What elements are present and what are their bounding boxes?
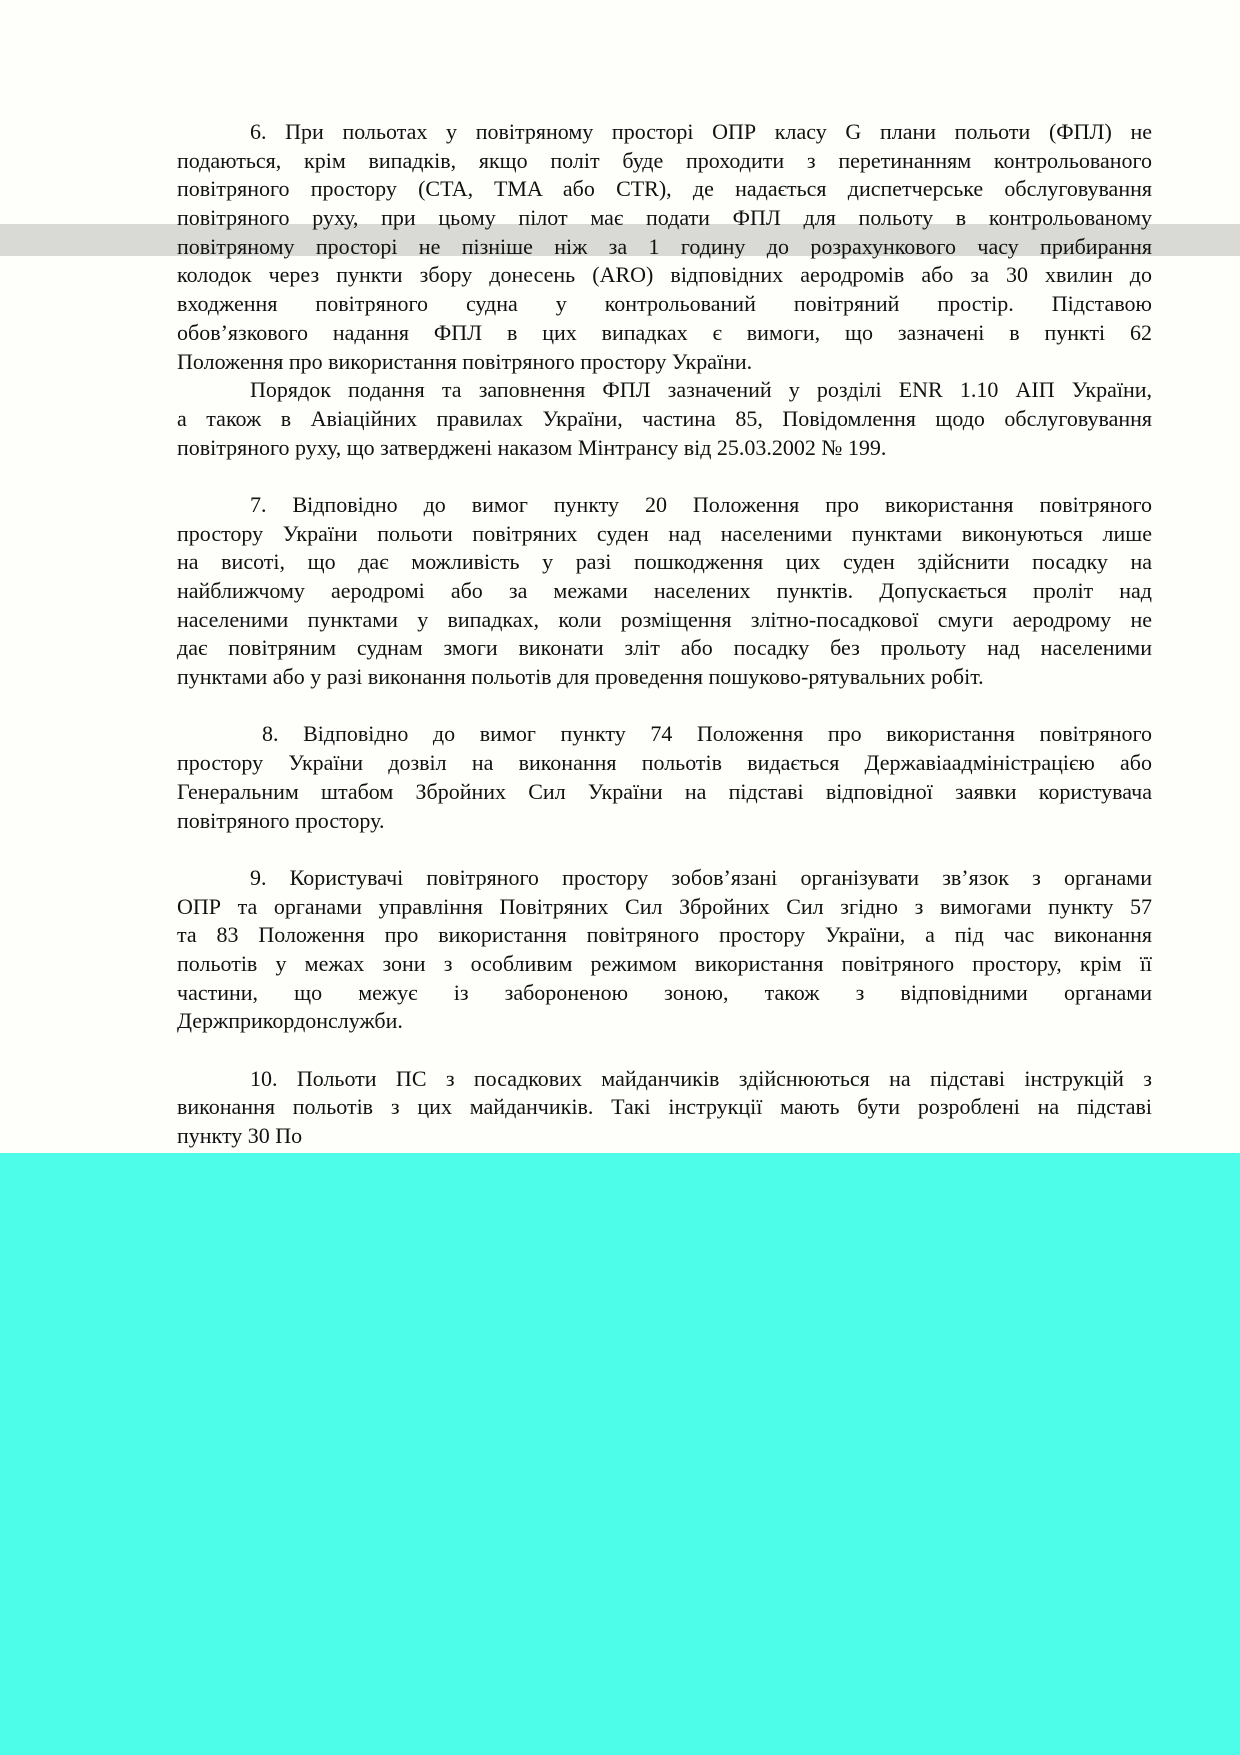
text-line: Положення про використання повітряного простору України. (177, 348, 753, 374)
cyan-overlay (0, 1153, 1240, 1755)
text-line: Держприкордонслужби. (177, 1008, 403, 1034)
text-line: повітряному просторі не пізніше ніж за 1 годину до розрахункового часу прибирання (177, 233, 1152, 259)
text-line: 9. Користувачі повітряного простору зобов’язані організувати зв’язок з органами (250, 864, 1152, 890)
text-line: польотів у межах зони з особливим режимом використання повітряного простору, крім її (177, 950, 1152, 976)
text-line: 7. Відповідно до вимог пункту 20 Положення про використання повітряного (250, 491, 1152, 517)
text-line: та 83 Положення про використання повітряного простору України, а під час виконання (177, 922, 1152, 948)
text-line: найближчому аеродромі або за межами населених пунктів. Допускається проліт над (177, 578, 1152, 603)
text-line: подаються, крім випадків, якщо політ буде проходити з перетинанням контрольованого (177, 147, 1152, 173)
paragraph-8 (177, 720, 1152, 835)
text-line: повітряного простору (CTA, TMA або CTR), де надається диспетчерське обслуговування (177, 176, 1152, 202)
text-line: повітряного простору. (177, 807, 385, 833)
text-line: простору України польоти повітряних суден над населеними пунктами виконуються лише (177, 520, 1152, 546)
text-line: Генеральним штабом Збройних Сил України на підставі відповідної заявки користувача (177, 778, 1152, 804)
paragraph-6 (177, 118, 1152, 376)
paragraph-fpl-procedure (177, 376, 1152, 462)
text-line: простору України дозвіл на виконання польотів видається Державіаадміністрацією або (177, 750, 1152, 776)
text-line: 6. При польотах у повітряному просторі ОПР класу G плани польоти (ФПЛ) не (250, 119, 1152, 144)
text-line: частини, що межує із забороненою зоною, також з відповідними органами (177, 979, 1152, 1005)
paragraph-9 (177, 864, 1152, 1036)
text-line: на висоті, що дає можливість у разі пошкодження цих суден здійснити посадку на (177, 549, 1152, 575)
text-line: виконання польотів з цих майданчиків. Такі інструкції мають бути розроблені на підставі (177, 1094, 1152, 1120)
text-line: населеними пунктами у випадках, коли розміщення злітно-посадкової смуги аеродрому не (177, 606, 1152, 632)
text-line: 10. Польоти ПС з посадкових майданчиків здійснюються на підставі інструкцій з (250, 1065, 1152, 1091)
text-line: колодок через пункти збору донесень (ARO) відповідних аеродромів або за 30 хвилин до (177, 262, 1152, 288)
text-line: повітряного руху, при цьому пілот має подати ФПЛ для польоту в контрольованому (177, 205, 1152, 231)
text-line: пункту 30 По (177, 1123, 303, 1149)
document-page (177, 118, 1152, 1151)
text-line: пунктами або у разі виконання польотів для проведення пошуково-рятувальних робіт. (177, 664, 984, 690)
text-line: а також в Авіаційних правилах України, частина 85, Повідомлення щодо обслуговування (177, 405, 1152, 431)
text-line: повітряного руху, що затверджені наказом Мінтрансу від 25.03.2002 № 199. (177, 434, 887, 460)
text-line: Порядок подання та заповнення ФПЛ зазначений у розділі ENR 1.10 АІП України, (250, 377, 1152, 403)
text-line: 8. Відповідно до вимог пункту 74 Положення про використання повітряного (262, 721, 1152, 747)
paragraph-7 (177, 491, 1152, 692)
text-line: входження повітряного судна у контрольований повітряний простір. Підставою (177, 291, 1152, 317)
text-line: дає повітряним суднам змоги виконати зліт або посадку без прольоту над населеними (177, 635, 1152, 661)
text-line: ОПР та органами управління Повітряних Сил Збройних Сил згідно з вимогами пункту 57 (177, 893, 1152, 919)
text-line: обов’язкового надання ФПЛ в цих випадках є вимоги, що зазначені в пункті 62 (177, 319, 1152, 345)
paragraph-10 (177, 1065, 1152, 1151)
